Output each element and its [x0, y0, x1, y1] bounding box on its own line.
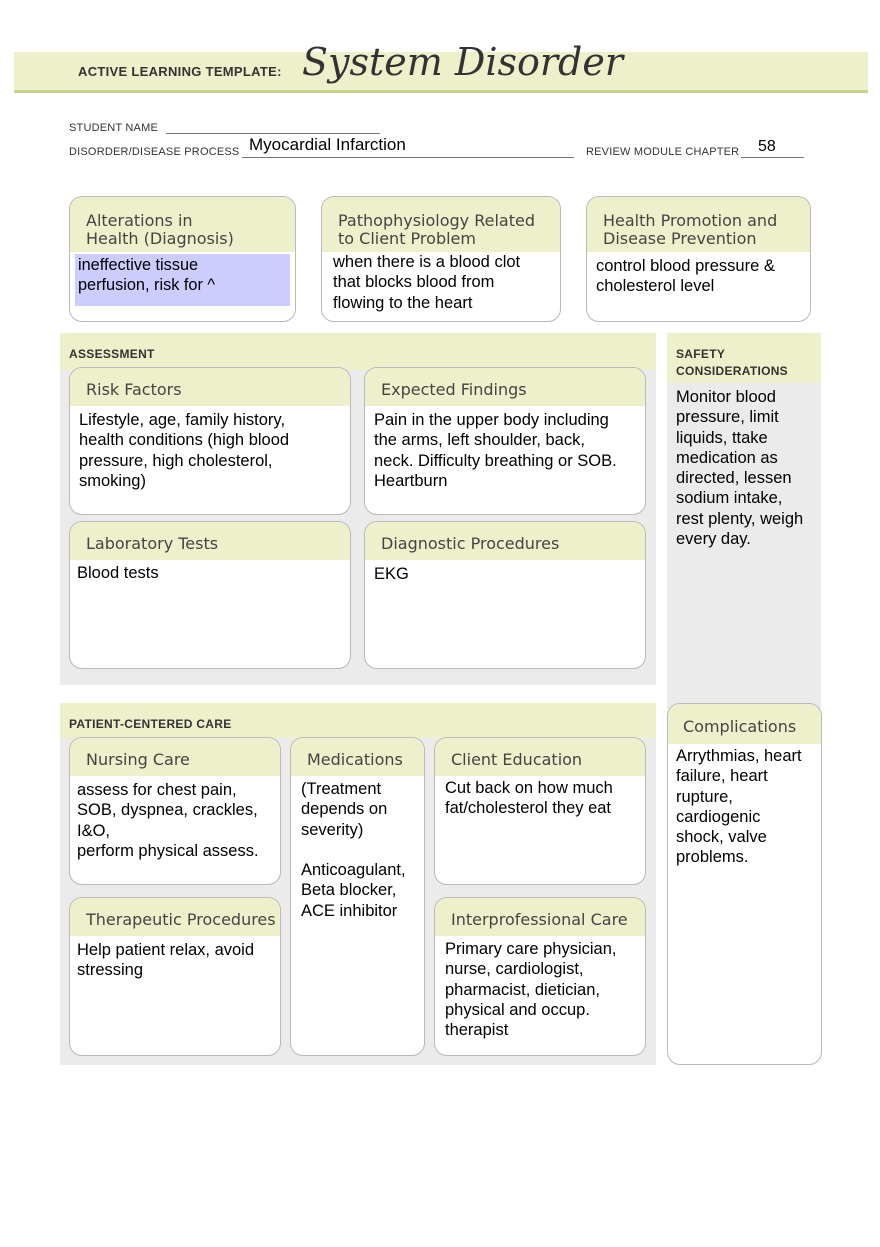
disorder-label: DISORDER/DISEASE PROCESS [69, 146, 240, 158]
expected-findings-card [364, 367, 646, 515]
health-promotion-field[interactable]: control blood pressure & cholesterol level [596, 257, 775, 296]
therapeutic-procedures-field[interactable]: Help patient relax, avoid stressing [77, 941, 255, 980]
disorder-line [242, 157, 574, 158]
pathophysiology-title: Pathophysiology Related to Client Problem [322, 197, 560, 252]
therapeutic-procedures-title: Therapeutic Procedures [70, 898, 280, 936]
client-education-card [434, 737, 646, 885]
medications-field[interactable]: (Treatment depends on severity) Anticoagulant, Beta blocker, ACE inhibitor [301, 780, 406, 920]
complications-field[interactable]: Arrythmias, heart failure, heart rupture, cardiogenic shock, valve problems. [676, 747, 802, 867]
nursing-care-field[interactable]: assess for chest pain, SOB, dyspnea, crackles, I&O, perform physical assess. [77, 781, 259, 860]
interprofessional-care-title: Interprofessional Care [435, 898, 645, 936]
complications-card [667, 703, 822, 1065]
laboratory-tests-card [69, 521, 351, 669]
student-name-line [166, 133, 380, 134]
complications-title: Complications [668, 704, 821, 744]
nursing-care-card [69, 737, 281, 885]
laboratory-tests-title: Laboratory Tests [70, 522, 350, 560]
medications-title: Medications [291, 738, 424, 776]
interprofessional-care-field[interactable]: Primary care physician, nurse, cardiologist, pharmacist, dietician, physical and occup. therapist [445, 940, 617, 1040]
nursing-care-title: Nursing Care [70, 738, 280, 776]
health-promotion-card [586, 196, 811, 322]
expected-findings-title: Expected Findings [365, 368, 645, 406]
risk-factors-title: Risk Factors [70, 368, 350, 406]
diagnostic-procedures-field[interactable]: EKG [374, 565, 409, 583]
client-education-title: Client Education [435, 738, 645, 776]
student-name-label: STUDENT NAME [69, 122, 158, 134]
template-label: ACTIVE LEARNING TEMPLATE: [78, 64, 282, 79]
risk-factors-card [69, 367, 351, 515]
alterations-field[interactable]: ineffective tissue perfusion, risk for ^ [75, 254, 290, 306]
chapter-field[interactable]: 58 [758, 138, 776, 155]
chapter-line [741, 157, 804, 158]
safety-heading: SAFETY CONSIDERATIONS [667, 333, 821, 383]
disorder-field[interactable]: Myocardial Infarction [249, 135, 406, 154]
pathophysiology-field[interactable]: when there is a blood clot that blocks blood from flowing to the heart [333, 253, 521, 312]
alterations-card [69, 196, 296, 322]
medications-card [290, 737, 425, 1056]
safety-field[interactable]: Monitor blood pressure, limit liquids, ttake medication as directed, lessen sodium intake, rest plenty, weigh every day. [676, 388, 804, 549]
chapter-label: REVIEW MODULE CHAPTER [586, 146, 740, 158]
expected-findings-field[interactable]: Pain in the upper body including the arms, left shoulder, back, neck. Difficulty breathing or SOB. Heartburn [374, 411, 617, 490]
assessment-heading: ASSESSMENT [60, 333, 656, 370]
page-title: System Disorder [302, 40, 624, 84]
client-education-field[interactable]: Cut back on how much fat/cholesterol they eat [445, 779, 613, 818]
risk-factors-field[interactable]: Lifestyle, age, family history, health conditions (high blood pressure, high cholesterol, smoking) [79, 411, 290, 490]
laboratory-tests-field[interactable]: Blood tests [77, 564, 159, 582]
pathophysiology-card [321, 196, 561, 322]
interprofessional-care-card [434, 897, 646, 1056]
diagnostic-procedures-title: Diagnostic Procedures [365, 522, 645, 560]
diagnostic-procedures-card [364, 521, 646, 669]
alterations-title: Alterations in Health (Diagnosis) [70, 197, 295, 252]
patient-care-heading: PATIENT-CENTERED CARE [60, 703, 656, 738]
health-promotion-title: Health Promotion and Disease Prevention [587, 197, 810, 252]
therapeutic-procedures-card [69, 897, 281, 1056]
